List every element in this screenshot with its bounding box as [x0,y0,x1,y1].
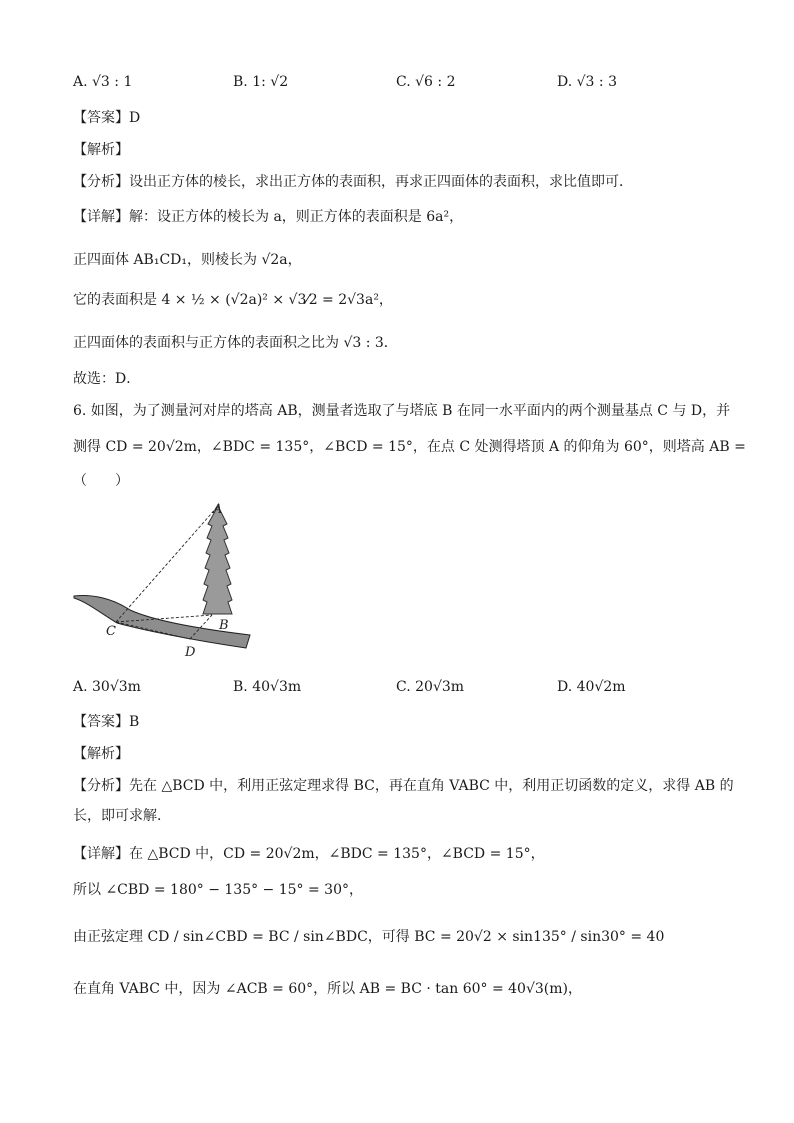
q5-option-a: A. √3 : 1 [73,74,133,90]
q6-stem-2: 测得 CD = 20√2m，∠BDC = 135°，∠BCD = 15°，在点 C 处测得塔顶 A 的仰角为 60°，则塔高 AB = [73,439,746,455]
q6-option-d: D. 40√2m [557,679,626,695]
q6-jiexi: 【解析】 [73,746,129,762]
label-d: D [185,645,196,660]
q5-option-b: B. 1: √2 [233,74,289,90]
label-a: A [213,502,223,517]
q5-detail-1: 【详解】解：设正方体的棱长为 a，则正方体的表面积是 6a²， [73,209,464,225]
tower-river-figure [72,498,252,664]
label-b: B [219,618,229,633]
q6-option-a: A. 30√3m [73,679,141,695]
tower-shape [203,506,232,614]
q6-detail-2: 所以 ∠CBD = 180° − 135° − 15° = 30°， [73,882,364,898]
q6-option-c: C. 20√3m [396,679,465,695]
q5-option-d: D. √3 : 3 [557,74,617,90]
q6-detail-4: 在直角 VABC 中，因为 ∠ACB = 60°，所以 AB = BC · tan 60° = 40√3(m)， [73,981,582,997]
q5-answer: 【答案】D [73,110,141,126]
line-ca [116,506,218,622]
q5-detail-2: 正四面体 AB₁CD₁，则棱长为 √2a， [73,252,302,268]
q6-stem-3: （ ） [73,473,129,489]
q6-fenxi-2: 长，即可求解. [73,808,162,824]
q5-option-c: C. √6 : 2 [396,74,456,90]
q5-detail-5: 故选：D． [73,371,141,387]
q5-fenxi: 【分析】设出正方体的棱长，求出正方体的表面积，再求正四面体的表面积，求比值即可． [73,174,633,190]
q5-detail-3: 它的表面积是 4 × ½ × (√2a)² × √3⁄2 = 2√3a²， [73,292,393,308]
q5-detail-4: 正四面体的表面积与正方体的表面积之比为 √3 : 3． [73,335,398,351]
q6-detail-1: 【详解】在 △BCD 中，CD = 20√2m，∠BDC = 135°，∠BCD = 15°， [73,846,545,862]
q6-option-b: B. 40√3m [233,679,302,695]
label-c: C [106,624,116,639]
q5-jiexi: 【解析】 [73,142,129,158]
q6-fenxi-1: 【分析】先在 △BCD 中，利用正弦定理求得 BC，再在直角 VABC 中，利用正切函数的定义，求得 AB 的 [73,778,734,794]
q6-stem-1: 6. 如图，为了测量河对岸的塔高 AB，测量者选取了与塔底 B 在同一水平面内的两个测量基点 C 与 D，并 [73,403,731,419]
q6-answer: 【答案】B [73,714,140,730]
q6-detail-3: 由正弦定理 CD / sin∠CBD = BC / sin∠BDC，可得 BC = 20√2 × sin135° / sin30° = 40 [73,929,665,945]
